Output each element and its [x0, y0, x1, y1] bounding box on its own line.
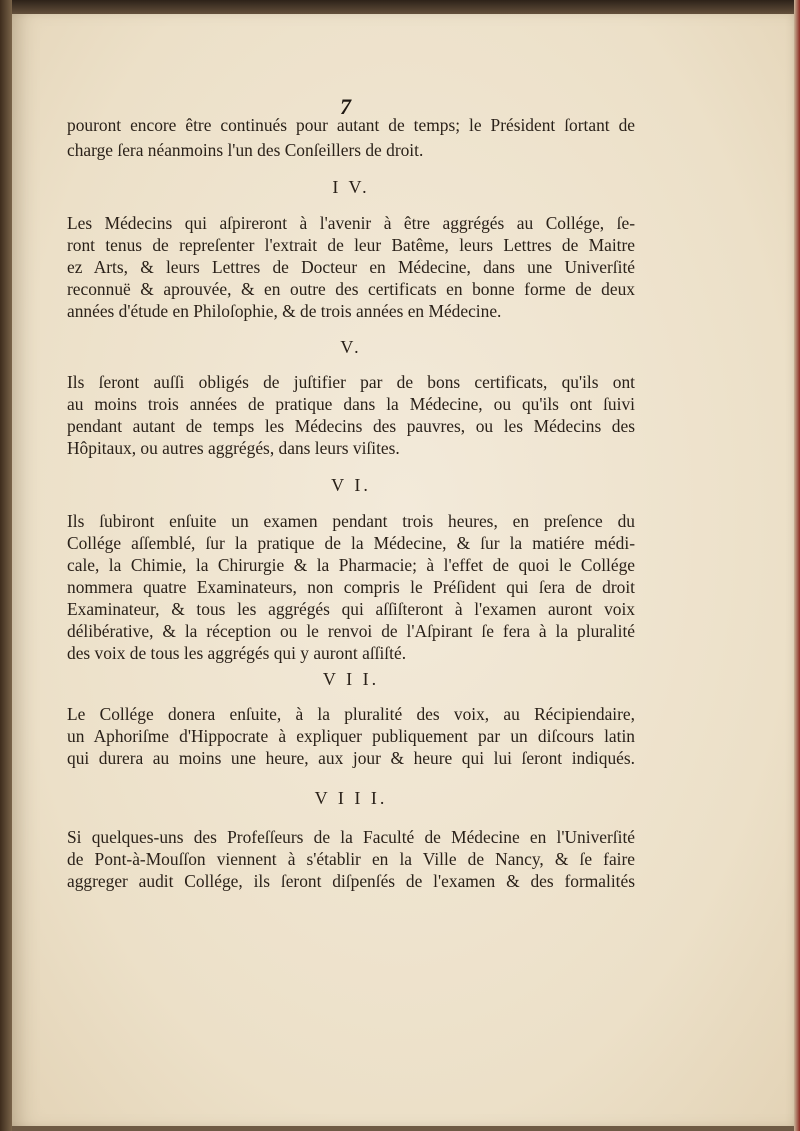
section-vi-line-4: nommera quatre Examinateurs, non compris le Préſident qui ſera de droit: [67, 577, 635, 597]
section-viii-line-3: aggreger audit Collége, ils ſeront diſpenſés de l'examen & des formalités: [67, 871, 635, 891]
section-vi-line-5: Examinateur, & tous les aggrégés qui aſſiſteront à l'examen auront voix: [67, 599, 635, 619]
section-vi-line-7: des voix de tous les aggrégés qui y auront aſſiſté.: [67, 643, 407, 663]
section-heading-iv: I V.: [332, 177, 370, 197]
section-vii-line-2: un Aphoriſme d'Hippocrate à expliquer publiquement par un diſcours latin: [67, 726, 635, 746]
section-vii-line-1: Le Collége donera enſuite, à la pluralité des voix, au Récipiendaire,: [67, 704, 635, 724]
section-vi-line-2: Collége aſſemblé, ſur la pratique de la Médecine, & ſur la matiére médi-: [67, 533, 635, 553]
section-vii-line-3: qui durera au moins une heure, aux jour & heure qui lui ſeront indiqués.: [67, 748, 635, 768]
section-vi-line-3: cale, la Chimie, la Chirurgie & la Pharmacie; à l'effet de quoi le Collége: [67, 555, 635, 575]
section-iv-line-4: reconnuë & aprouvée, & en outre des certificats en bonne forme de deux: [67, 279, 635, 299]
section-v-line-4: Hôpitaux, ou autres aggrégés, dans leurs viſites.: [67, 438, 400, 458]
section-v-line-2: au moins trois années de pratique dans la Médecine, ou qu'ils ont ſuivi: [67, 394, 635, 414]
section-v-line-1: Ils ſeront auſſi obligés de juſtifier par de bons certificats, qu'ils ont: [67, 372, 635, 392]
section-heading-v: V.: [340, 337, 362, 357]
book-spine-shadow: [0, 0, 12, 1131]
section-v-line-3: pendant autant de temps les Médecins des pauvres, ou les Médecins des: [67, 416, 635, 436]
section-heading-vii: V I I.: [322, 669, 380, 689]
section-iv-line-1: Les Médecins qui aſpireront à l'avenir à être aggrégés au Collége, ſe-: [67, 213, 635, 233]
section-vi-line-1: Ils ſubiront enſuite un examen pendant trois heures, en preſence du: [67, 511, 635, 531]
section-iv-line-2: ront tenus de repreſenter l'extrait de leur Batême, leurs Lettres de Maitre: [67, 235, 635, 255]
section-heading-vi: V I.: [331, 475, 371, 495]
intro-line-1: pouront encore être continués pour autant de temps; le Président ſortant de: [67, 115, 635, 135]
section-heading-viii: V I I I.: [314, 788, 388, 808]
section-iv-line-5: années d'étude en Philoſophie, & de trois années en Médecine.: [67, 301, 502, 321]
page-number: 7: [340, 94, 351, 119]
page-edge: [794, 0, 800, 1131]
intro-line-2: charge ſera néanmoins l'un des Conſeillers de droit.: [67, 140, 424, 160]
section-vi-line-6: délibérative, & la réception ou le renvoi de l'Aſpirant ſe fera à la pluralité: [67, 621, 635, 641]
section-iv-line-3: ez Arts, & leurs Lettres de Docteur en Médecine, dans une Univerſité: [67, 257, 635, 277]
section-viii-line-2: de Pont-à-Mouſſon viennent à s'établir en la Ville de Nancy, & ſe faire: [67, 849, 635, 869]
book-page: [10, 14, 796, 1126]
section-viii-line-1: Si quelques-uns des Profeſſeurs de la Faculté de Médecine en l'Univerſité: [67, 827, 635, 847]
